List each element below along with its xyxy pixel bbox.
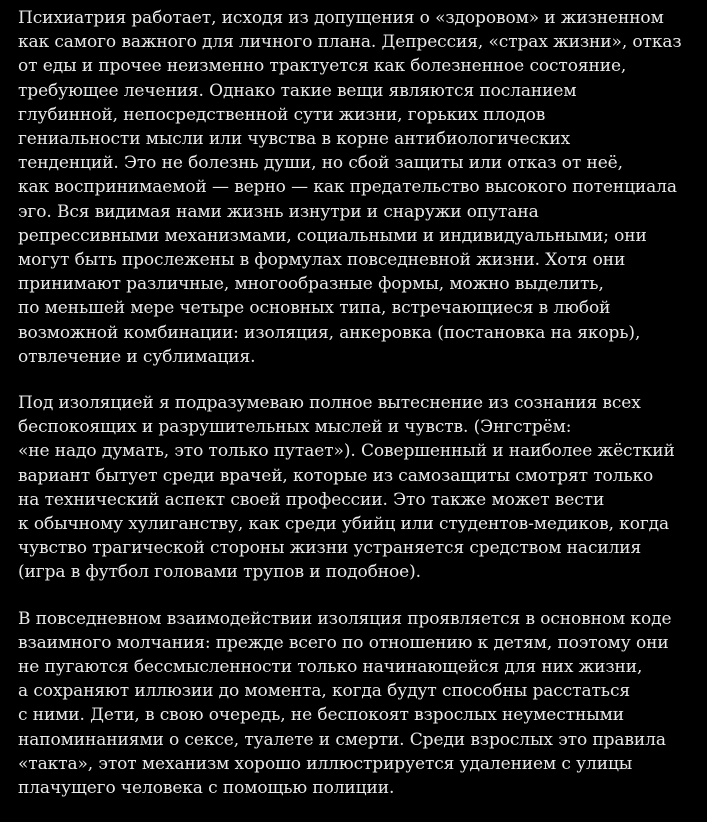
text-line: плачущего человека с помощью полиции. bbox=[18, 778, 395, 799]
text-line: напоминаниями о сексе, туалете и смерти. Среди взрослых это правила bbox=[18, 729, 666, 750]
text-line: Психиатрия работает, исходя из допущения о «здоровом» и жизненном bbox=[18, 8, 664, 28]
text-line: отвлечение и сублимация. bbox=[18, 346, 256, 367]
text-line: не пугаются бессмысленности только начинающейся для них жизни, bbox=[18, 657, 643, 678]
text-line: с ними. Дети, в свою очередь, не беспокоят взрослых неуместными bbox=[18, 705, 624, 726]
text-line: тенденций. Это не болезнь души, но сбой защиты или отказ от неё, bbox=[18, 153, 623, 174]
text-line: глубинной, непосредственной сути жизни, горьких плодов bbox=[18, 104, 546, 125]
text-line: возможной комбинации: изоляция, анкеровка (постановка на якорь), bbox=[18, 322, 641, 343]
text-line: от еды и прочее неизменно трактуется как болезненное состояние, bbox=[18, 56, 627, 77]
text-line: гениальности мысли или чувства в корне антибиологических bbox=[18, 129, 571, 150]
paragraph-1 bbox=[18, 6, 698, 369]
text-line: Под изоляцией я подразумеваю полное вытеснение из сознания всех bbox=[18, 393, 641, 414]
text-line: В повседневном взаимодействии изоляция проявляется в основном коде bbox=[18, 608, 672, 629]
text-line: беспокоящих и разрушительных мыслей и чувств. (Энгстрём: bbox=[18, 417, 572, 438]
text-line: «не надо думать, это только путает»). Совершенный и наиболее жёсткий bbox=[18, 441, 675, 462]
text-line: требующее лечения. Однако такие вещи являются посланием bbox=[18, 80, 577, 101]
text-line: а сохраняют иллюзии до момента, когда будут способны расстаться bbox=[18, 681, 630, 702]
text-line: взаимного молчания: прежде всего по отношению к детям, поэтому они bbox=[18, 632, 669, 653]
text-line: по меньшей мере четыре основных типа, встречающиеся в любой bbox=[18, 298, 611, 319]
text-line: к обычному хулиганству, как среди убийц или студентов-медиков, когда bbox=[18, 514, 670, 535]
text-line: на технический аспект своей профессии. Это также может вести bbox=[18, 489, 605, 510]
text-line: как воспринимаемой — верно — как предательство высокого потенциала bbox=[18, 177, 677, 198]
text-line: могут быть прослежены в формулах повседневной жизни. Хотя они bbox=[18, 250, 626, 271]
text-line: (игра в футбол головами трупов и подобное). bbox=[18, 562, 421, 583]
text-line: эго. Вся видимая нами жизнь изнутри и снаружи опутана bbox=[18, 201, 539, 222]
text-line: репрессивными механизмами, социальными и индивидуальными; они bbox=[18, 225, 647, 246]
text-line: как самого важного для личного плана. Депрессия, «страх жизни», отказ bbox=[18, 32, 682, 53]
text-line: принимают различные, многообразные формы, можно выделить, bbox=[18, 274, 604, 295]
paragraph-3 bbox=[18, 607, 698, 801]
article-body bbox=[18, 6, 698, 822]
paragraph-2 bbox=[18, 391, 698, 585]
text-line: чувство трагической стороны жизни устраняется средством насилия bbox=[18, 538, 642, 559]
text-line: вариант бытует среди врачей, которые из самозащиты смотрят только bbox=[18, 465, 654, 486]
text-line: «такта», этот механизм хорошо иллюстрируется удалением с улицы bbox=[18, 753, 633, 774]
